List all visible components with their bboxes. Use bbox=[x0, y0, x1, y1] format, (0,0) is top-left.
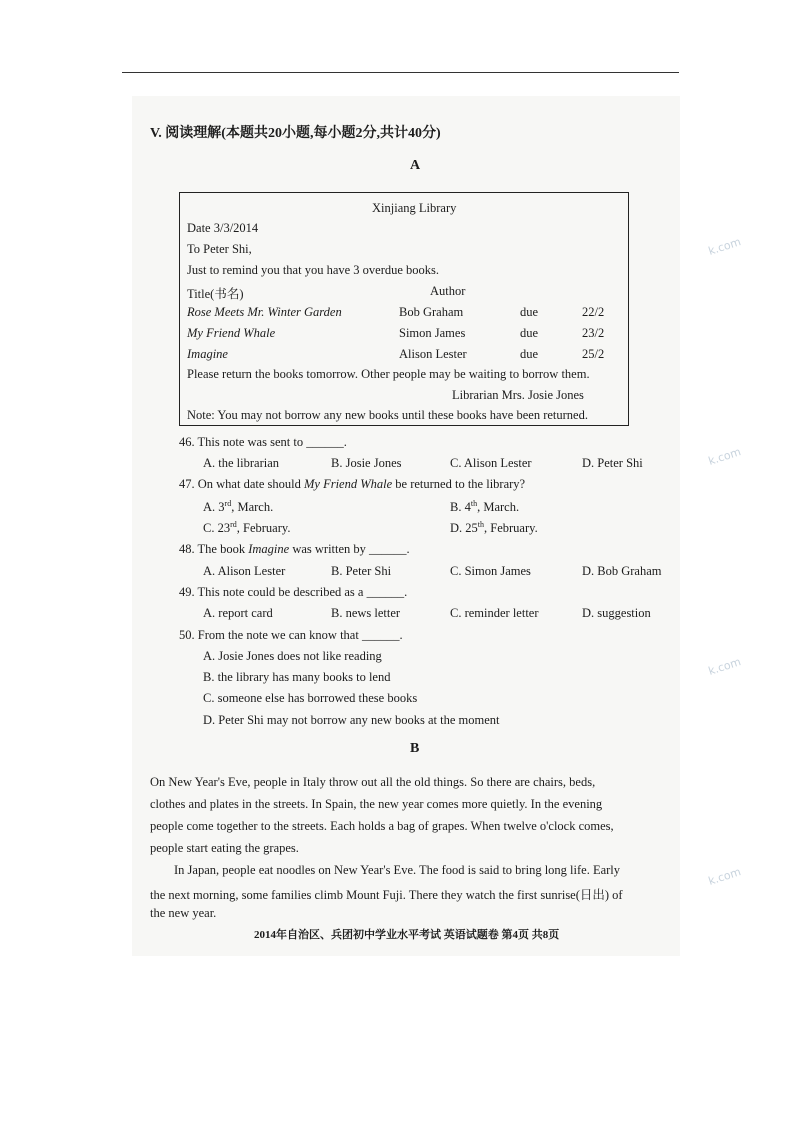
note-warning: Note: You may not borrow any new books until these books have been returned. bbox=[187, 408, 588, 422]
question-number: 47. bbox=[179, 477, 195, 491]
question-text-end: ______. bbox=[303, 435, 347, 449]
passage-line: people come together to the streets. Each holds a bag of grapes. When twelve o'clock comes, bbox=[150, 819, 614, 833]
question-47 bbox=[179, 477, 525, 492]
col-title: Title(书名) bbox=[187, 287, 244, 301]
option-a[interactable]: A. report card bbox=[203, 606, 273, 620]
question-text: The book bbox=[197, 542, 249, 556]
option-a[interactable] bbox=[203, 499, 273, 515]
note-date: Date 3/3/2014 bbox=[187, 221, 259, 235]
question-number: 48. bbox=[179, 542, 195, 556]
option-month: , February. bbox=[236, 521, 291, 536]
question-text-end: was written by ______. bbox=[289, 542, 410, 556]
note-please: Please return the books tomorrow. Other people may be waiting to borrow them. bbox=[187, 367, 590, 381]
option-d[interactable] bbox=[450, 520, 538, 536]
passage-line: the new year. bbox=[150, 906, 217, 920]
question-text: This note was sent to bbox=[197, 435, 304, 449]
book-date: 25/2 bbox=[582, 347, 605, 361]
part-b-label: B bbox=[410, 741, 420, 756]
library-name: Xinjiang Library bbox=[372, 201, 457, 215]
passage-line: clothes and plates in the streets. In Spain, the new year comes more quietly. In the evening bbox=[150, 797, 603, 811]
book-date: 23/2 bbox=[582, 326, 605, 340]
watermark: k.com bbox=[706, 865, 743, 888]
question-number: 50. bbox=[179, 628, 195, 642]
passage-line: the next morning, some families climb Mount Fuji. There they watch the first sunrise(日出) of bbox=[150, 888, 623, 902]
option-text: C. 23 bbox=[203, 521, 231, 536]
watermark: k.com bbox=[706, 235, 743, 258]
option-text: B. 4 bbox=[450, 500, 471, 515]
book-title: Imagine bbox=[187, 347, 228, 361]
option-b[interactable] bbox=[450, 499, 519, 515]
option-d[interactable]: D. Peter Shi bbox=[582, 456, 643, 470]
option-suffix: rd bbox=[224, 499, 232, 508]
book-due: due bbox=[520, 347, 539, 361]
question-book-title: Imagine bbox=[248, 542, 290, 556]
option-c[interactable]: C. Simon James bbox=[450, 564, 531, 578]
book-author: Alison Lester bbox=[399, 347, 467, 361]
passage-line: On New Year's Eve, people in Italy throw out all the old things. So there are chairs, beds, bbox=[150, 775, 596, 789]
question-text: On what date should bbox=[197, 477, 304, 491]
question-number: 49. bbox=[179, 585, 195, 599]
option-c[interactable]: C. reminder letter bbox=[450, 606, 539, 620]
top-rule bbox=[122, 72, 679, 73]
option-b[interactable]: B. Peter Shi bbox=[331, 564, 392, 578]
question-46 bbox=[179, 435, 347, 450]
passage-line: people start eating the grapes. bbox=[150, 841, 299, 855]
question-49 bbox=[179, 585, 407, 600]
book-due: due bbox=[520, 326, 539, 340]
book-title: Rose Meets Mr. Winter Garden bbox=[187, 305, 342, 319]
question-text-end: be returned to the library? bbox=[392, 477, 526, 491]
watermark: k.com bbox=[706, 655, 743, 678]
col-author: Author bbox=[430, 284, 466, 298]
option-a[interactable]: A. Alison Lester bbox=[203, 564, 286, 578]
book-date: 22/2 bbox=[582, 305, 605, 319]
option-b[interactable]: B. Josie Jones bbox=[331, 456, 402, 470]
question-number: 46. bbox=[179, 435, 195, 449]
option-b[interactable]: B. the library has many books to lend bbox=[203, 670, 391, 684]
question-50 bbox=[179, 628, 403, 643]
book-author: Simon James bbox=[399, 326, 466, 340]
option-a[interactable]: A. the librarian bbox=[203, 456, 280, 470]
option-month: , March. bbox=[231, 500, 274, 515]
option-month: , March. bbox=[477, 500, 520, 515]
note-recipient: To Peter Shi, bbox=[187, 242, 252, 256]
option-c[interactable]: C. someone else has borrowed these books bbox=[203, 691, 418, 705]
option-text: A. 3 bbox=[203, 500, 225, 515]
option-month: , February. bbox=[484, 521, 538, 536]
option-d[interactable]: D. Bob Graham bbox=[582, 564, 662, 578]
part-a-label: A bbox=[410, 158, 421, 173]
option-a[interactable]: A. Josie Jones does not like reading bbox=[203, 649, 382, 663]
question-text: From the note we can know that ______. bbox=[197, 628, 403, 642]
option-b[interactable]: B. news letter bbox=[331, 606, 401, 620]
question-book-title: My Friend Whale bbox=[303, 477, 393, 491]
option-c[interactable] bbox=[203, 520, 290, 536]
option-d[interactable]: D. Peter Shi may not borrow any new books at the moment bbox=[203, 713, 500, 727]
option-d[interactable]: D. suggestion bbox=[582, 606, 651, 620]
option-text: D. 25 bbox=[450, 521, 478, 536]
page-footer: 2014年自治区、兵团初中学业水平考试 英语试题卷 第4页 共8页 bbox=[254, 929, 560, 941]
question-48 bbox=[179, 542, 410, 557]
note-librarian: Librarian Mrs. Josie Jones bbox=[452, 388, 584, 402]
watermark: k.com bbox=[706, 445, 743, 468]
passage-line: In Japan, people eat noodles on New Year's Eve. The food is said to bring long life. Early bbox=[174, 863, 621, 877]
book-due: due bbox=[520, 305, 539, 319]
option-c[interactable]: C. Alison Lester bbox=[450, 456, 532, 470]
option-suffix: th bbox=[470, 499, 478, 508]
book-author: Bob Graham bbox=[399, 305, 464, 319]
section-title: V. 阅读理解(本题共20小题,每小题2分,共计40分) bbox=[150, 126, 441, 141]
option-suffix: th bbox=[477, 520, 485, 529]
option-suffix: rd bbox=[230, 520, 237, 529]
question-text: This note could be described as a ______. bbox=[197, 585, 408, 599]
note-reminder: Just to remind you that you have 3 overdue books. bbox=[187, 263, 440, 277]
book-title: My Friend Whale bbox=[187, 326, 276, 340]
